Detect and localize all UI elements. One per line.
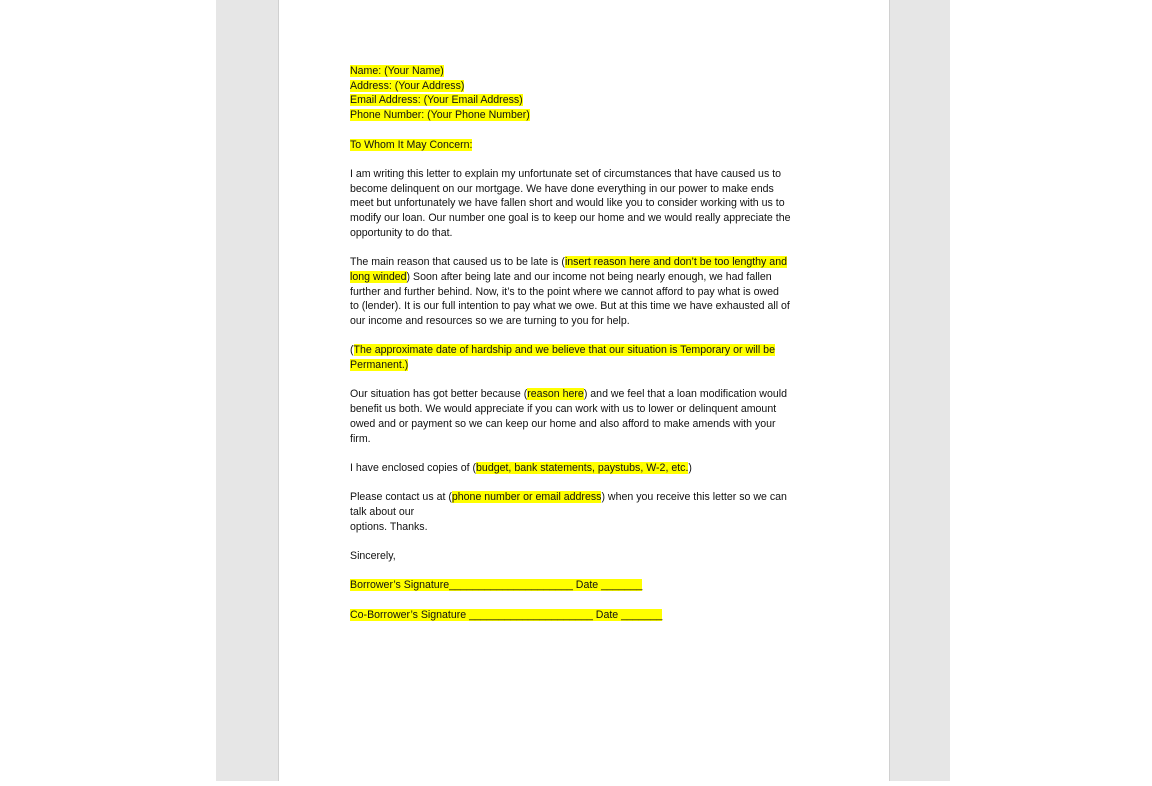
- sender-name: Name: (Your Name): [350, 65, 444, 77]
- enclosures-placeholder: budget, bank statements, paystubs, W-2, etc.: [476, 461, 689, 474]
- hardship-placeholder-cont: Permanent.): [350, 359, 409, 371]
- closing: Sincerely,: [350, 550, 396, 563]
- reason-text: The main reason that caused us to be late is (: [350, 256, 565, 269]
- reason-paragraph: [350, 255, 820, 329]
- contact-paragraph: [350, 490, 820, 534]
- intro-paragraph: [350, 167, 820, 241]
- contact-text: Please contact us at (: [350, 491, 452, 504]
- sender-address: Address: (Your Address): [350, 79, 465, 92]
- paragraph-line: meet but unfortunately we have fallen short and would like you to consider working with us to: [350, 197, 785, 210]
- contact-text-cont: ) when you receive this letter so we can: [601, 491, 787, 504]
- hardship-date-paragraph: [350, 343, 820, 372]
- reason-placeholder-cont: long winded: [350, 270, 407, 283]
- closing-paragraph: [350, 549, 820, 564]
- paragraph-line: I am writing this letter to explain my unfortunate set of circumstances that have caused us to: [350, 167, 782, 180]
- situation-paragraph: [350, 387, 820, 446]
- borrower-signature-line: [350, 578, 820, 593]
- coborrower-signature: Co-Borrower’s Signature _____________________ Date _______: [350, 608, 663, 621]
- enclosures-text: I have enclosed copies of (: [350, 461, 477, 474]
- sender-info-block: [350, 64, 820, 123]
- sender-phone: Phone Number: (Your Phone Number): [350, 109, 530, 122]
- paragraph-line: opportunity to do that.: [350, 226, 453, 239]
- paragraph-line: our income and resources so we are turning to you for help.: [350, 314, 630, 327]
- reason-placeholder: insert reason here and don’t be too lengthy and: [564, 256, 787, 269]
- paragraph-line: benefit us both. We would appreciate if you can work with us to lower or delinquent amount: [350, 403, 777, 416]
- sender-email: Email Address: (Your Email Address): [350, 94, 523, 107]
- paragraph-line: options. Thanks.: [350, 520, 428, 533]
- enclosures-paragraph: [350, 461, 820, 476]
- salutation: To Whom It May Concern:: [350, 138, 473, 151]
- hardship-placeholder: The approximate date of hardship and we believe that our situation is Temporary or will be: [353, 344, 775, 357]
- situation-text-cont: ) and we feel that a loan modification would: [583, 388, 787, 401]
- paragraph-line: talk about our: [350, 505, 415, 518]
- paragraph-line: become delinquent on our mortgage. We have done everything in our power to make ends: [350, 182, 774, 195]
- salutation-paragraph: [350, 138, 820, 153]
- paragraph-line: modify our loan. Our number one goal is to keep our home and we would really appreciate the: [350, 212, 791, 224]
- reason-text-cont: ) Soon after being late and our income not being nearly enough, we had fallen: [406, 270, 772, 283]
- paragraph-line: firm.: [350, 432, 371, 445]
- hardship-open-paren: (: [350, 344, 354, 357]
- coborrower-signature-line: [350, 608, 820, 623]
- situation-placeholder: reason here: [527, 388, 584, 401]
- borrower-signature: Borrower’s Signature_____________________ Date _______: [350, 579, 643, 592]
- situation-text: Our situation has got better because (: [350, 388, 528, 401]
- letter-body: [350, 64, 820, 637]
- paragraph-line: further and further behind. Now, it’s to the point where we cannot afford to pay what is owed: [350, 285, 779, 298]
- document-page: [278, 0, 890, 781]
- enclosures-close-paren: ): [688, 461, 692, 474]
- paragraph-line: owed and or payment so we can keep our home and also afford to make amends with your: [350, 417, 776, 430]
- contact-placeholder: phone number or email address: [451, 491, 602, 504]
- paragraph-line: to (lender). It is our full intention to pay what we owe. But at this time we have exhausted all of: [350, 300, 790, 313]
